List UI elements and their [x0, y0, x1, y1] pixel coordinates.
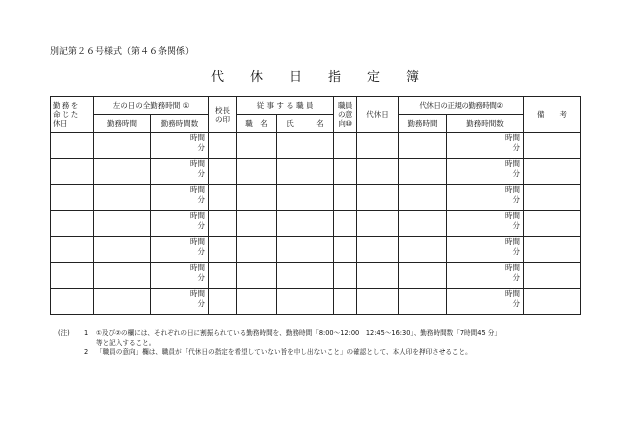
cell-job-title[interactable] [237, 237, 277, 263]
notes [58, 329, 501, 358]
cell-principal-seal[interactable] [209, 237, 237, 263]
notes-label: (注) [58, 329, 70, 337]
header-staff-intent: 職員 の意 向⑩ [334, 97, 357, 133]
cell-sub-work-time[interactable] [399, 263, 447, 289]
register-table [50, 96, 581, 315]
cell-intent[interactable] [334, 237, 357, 263]
cell-remarks[interactable] [524, 133, 581, 159]
title-char: 定 [367, 70, 381, 85]
table-row [51, 237, 581, 263]
cell-intent[interactable] [334, 159, 357, 185]
cell-work-hours[interactable]: 時間 分 [151, 185, 209, 211]
note-number: 1 [84, 329, 89, 337]
note-text: 「職員の意向」欄は、職員が「代休日の指定を希望していない旨を申し出ないこと」の確認として、本人印を押印させること。 [96, 348, 472, 357]
title-char: 簿 [406, 70, 420, 85]
header-principal-seal: 校長 の印 [209, 97, 237, 133]
cell-work-time[interactable] [94, 289, 151, 315]
table-row [51, 211, 581, 237]
cell-name[interactable] [277, 289, 334, 315]
cell-work-time[interactable] [94, 237, 151, 263]
cell-remarks[interactable] [524, 263, 581, 289]
table-row [51, 133, 581, 159]
cell-sub-work-time[interactable] [399, 289, 447, 315]
cell-intent[interactable] [334, 133, 357, 159]
header-ordered-holiday: 勤 務 を 命 じ た 休日 [51, 97, 94, 133]
cell-work-time[interactable] [94, 159, 151, 185]
subheader-job-title: 職 名 [237, 115, 277, 133]
note-text: 等と記入すること。 [96, 338, 156, 347]
table-row [51, 159, 581, 185]
table-row [51, 185, 581, 211]
cell-sub-work-time[interactable] [399, 237, 447, 263]
table-row [51, 263, 581, 289]
title-char: 代 [210, 70, 224, 85]
cell-remarks[interactable] [524, 237, 581, 263]
cell-work-hours[interactable]: 時間 分 [151, 237, 209, 263]
cell-holiday[interactable] [51, 159, 94, 185]
cell-remarks[interactable] [524, 159, 581, 185]
cell-job-title[interactable] [237, 211, 277, 237]
cell-intent[interactable] [334, 263, 357, 289]
header-staff: 従 事 す る 職 員 [237, 97, 334, 115]
title-char: 日 [288, 70, 302, 85]
cell-name[interactable] [277, 237, 334, 263]
cell-principal-seal[interactable] [209, 289, 237, 315]
cell-intent[interactable] [334, 185, 357, 211]
cell-work-hours[interactable]: 時間 分 [151, 159, 209, 185]
cell-name[interactable] [277, 211, 334, 237]
subheader-work-hours: 勤務時間数 [151, 115, 209, 133]
cell-work-hours[interactable]: 時間 分 [151, 289, 209, 315]
cell-substitute-day[interactable] [357, 263, 399, 289]
cell-principal-seal[interactable] [209, 185, 237, 211]
cell-sub-work-time[interactable] [399, 133, 447, 159]
table-row [51, 289, 581, 315]
cell-holiday[interactable] [51, 263, 94, 289]
cell-name[interactable] [277, 133, 334, 159]
cell-sub-work-time[interactable] [399, 211, 447, 237]
cell-name[interactable] [277, 185, 334, 211]
cell-remarks[interactable] [524, 185, 581, 211]
cell-substitute-day[interactable] [357, 185, 399, 211]
cell-substitute-day[interactable] [357, 289, 399, 315]
cell-substitute-day[interactable] [357, 211, 399, 237]
note-number: 2 [84, 348, 89, 357]
cell-substitute-day[interactable] [357, 133, 399, 159]
cell-holiday[interactable] [51, 211, 94, 237]
subheader-name: 氏 名 [277, 115, 334, 133]
header-substitute-hours: 代休日の正規の勤務時間② [399, 97, 524, 115]
note-text: ①及び②の欄には、それぞれの日に割振られている勤務時間を、勤務時間「8:00～12:00 12:45～16:30」、勤務時間数「7時間45 分」 [96, 329, 501, 337]
header-substitute-day: 代休日 [357, 97, 399, 133]
cell-work-time[interactable] [94, 263, 151, 289]
form-number: 別記第２６号様式（第４６条関係） [50, 47, 195, 57]
cell-substitute-day[interactable] [357, 159, 399, 185]
subheader-work-hours-2: 勤務時間数 [447, 115, 524, 133]
cell-sub-work-hours[interactable]: 時間 分 [447, 159, 524, 185]
cell-name[interactable] [277, 159, 334, 185]
cell-sub-work-hours[interactable]: 時間 分 [447, 237, 524, 263]
page-title [0, 66, 630, 85]
cell-job-title[interactable] [237, 289, 277, 315]
cell-work-time[interactable] [94, 185, 151, 211]
cell-intent[interactable] [334, 289, 357, 315]
cell-remarks[interactable] [524, 211, 581, 237]
cell-principal-seal[interactable] [209, 133, 237, 159]
cell-principal-seal[interactable] [209, 263, 237, 289]
cell-work-hours[interactable]: 時間 分 [151, 211, 209, 237]
cell-name[interactable] [277, 263, 334, 289]
title-char: 指 [328, 70, 342, 85]
cell-sub-work-hours[interactable]: 時間 分 [447, 185, 524, 211]
cell-sub-work-hours[interactable]: 時間 分 [447, 289, 524, 315]
cell-principal-seal[interactable] [209, 159, 237, 185]
subheader-work-time: 勤務時間 [94, 115, 151, 133]
cell-sub-work-hours[interactable]: 時間 分 [447, 211, 524, 237]
cell-job-title[interactable] [237, 159, 277, 185]
cell-intent[interactable] [334, 211, 357, 237]
cell-holiday[interactable] [51, 289, 94, 315]
header-remarks: 備 考 [524, 97, 581, 133]
cell-sub-work-time[interactable] [399, 185, 447, 211]
cell-principal-seal[interactable] [209, 211, 237, 237]
cell-job-title[interactable] [237, 263, 277, 289]
cell-job-title[interactable] [237, 185, 277, 211]
title-char: 休 [249, 70, 263, 85]
subheader-work-time-2: 勤務時間 [399, 115, 447, 133]
header-prev-day-hours: 左の日の全勤務時間 ① [94, 97, 209, 115]
cell-work-time[interactable] [94, 211, 151, 237]
cell-work-hours[interactable]: 時間 分 [151, 263, 209, 289]
cell-holiday[interactable] [51, 185, 94, 211]
cell-work-hours[interactable]: 時間 分 [151, 133, 209, 159]
cell-remarks[interactable] [524, 289, 581, 315]
cell-holiday[interactable] [51, 133, 94, 159]
cell-job-title[interactable] [237, 133, 277, 159]
cell-holiday[interactable] [51, 237, 94, 263]
cell-sub-work-time[interactable] [399, 159, 447, 185]
cell-substitute-day[interactable] [357, 237, 399, 263]
cell-sub-work-hours[interactable]: 時間 分 [447, 263, 524, 289]
cell-work-time[interactable] [94, 133, 151, 159]
cell-sub-work-hours[interactable]: 時間 分 [447, 133, 524, 159]
